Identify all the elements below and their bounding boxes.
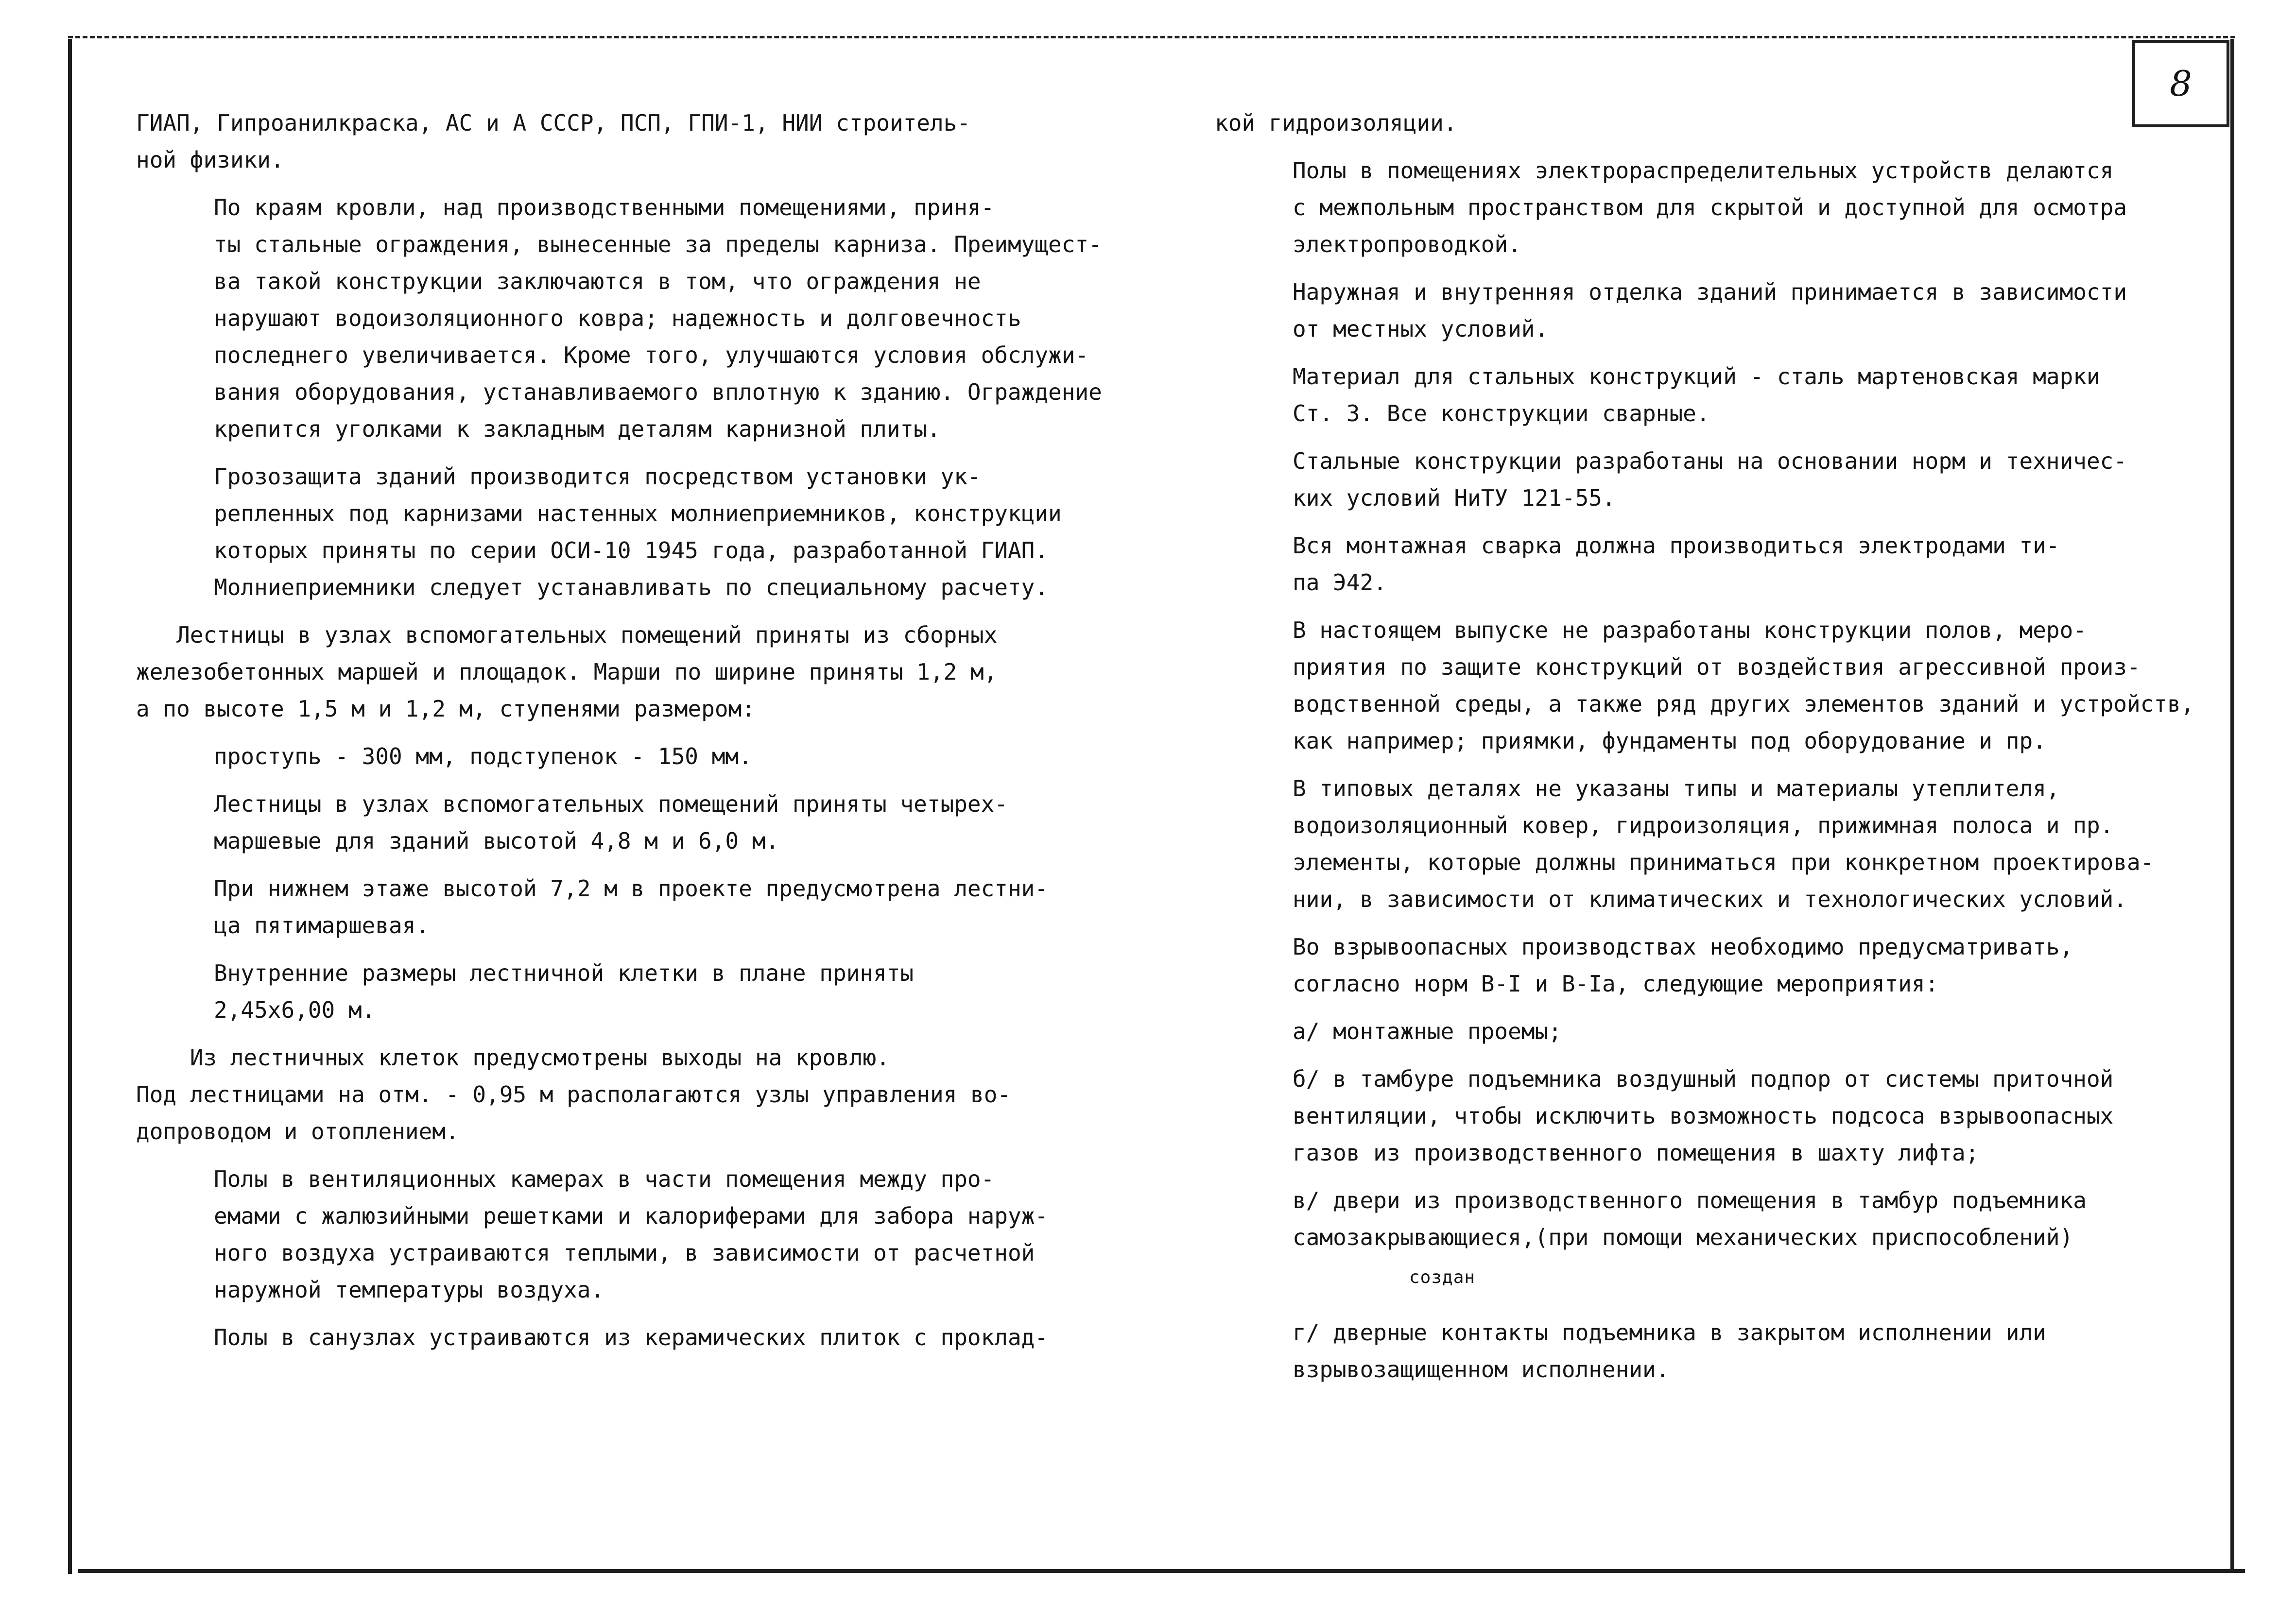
text-line: нарушают водоизоляционного ковра; надежность и долговечность bbox=[214, 305, 1021, 331]
text-line: в/ двери из производственного помещения в тамбур подъемника bbox=[1293, 1187, 2087, 1214]
text-line: элементы, которые должны приниматься при конкретном проектирова- bbox=[1293, 849, 2154, 875]
paragraph bbox=[1215, 527, 2230, 601]
paragraph bbox=[1215, 1060, 2230, 1171]
text-line: кой гидроизоляции. bbox=[1215, 110, 1457, 136]
text-line: ной физики. bbox=[136, 147, 284, 173]
paragraph bbox=[1215, 1013, 2230, 1050]
text-line: от местных условий. bbox=[1293, 316, 1549, 342]
text-line: Во взрывоопасных производствах необходимо предусматривать, bbox=[1293, 934, 2073, 960]
frame-top-border bbox=[68, 36, 2235, 38]
paragraph bbox=[136, 458, 1157, 606]
text-line: взрывозащищенном исполнении. bbox=[1293, 1356, 1670, 1383]
paragraph bbox=[136, 738, 1157, 775]
text-line: Ст. 3. Все конструкции сварные. bbox=[1293, 400, 1710, 427]
text-line: ких условий НиТУ 121-55. bbox=[1293, 485, 1616, 511]
paragraph bbox=[136, 1039, 1157, 1150]
text-line: Полы в санузлах устраиваются из керамических плиток с проклад- bbox=[214, 1324, 1049, 1351]
paragraph bbox=[136, 1319, 1157, 1356]
paragraph bbox=[1215, 358, 2230, 432]
text-line: которых приняты по серии ОСИ-10 1945 года, разработанной ГИАП. bbox=[214, 537, 1049, 564]
text-line: Из лестничных клеток предусмотрены выходы на кровлю. bbox=[136, 1044, 890, 1071]
text-line: Молниеприемники следует устанавливать по специальному расчету. bbox=[214, 574, 1049, 600]
text-line: ца пятимаршевая. bbox=[214, 912, 430, 939]
text-line: По краям кровли, над производственными помещениями, приня- bbox=[214, 194, 995, 221]
text-line: В типовых деталях не указаны типы и материалы утеплителя, bbox=[1293, 775, 2060, 802]
text-line: Грозозащита зданий производится посредством установки ук- bbox=[214, 463, 981, 490]
text-line: с межпольным пространством для скрытой и доступной для осмотра bbox=[1293, 194, 2127, 221]
paragraph bbox=[1215, 1314, 2230, 1388]
text-line: Стальные конструкции разработаны на основании норм и техничес- bbox=[1293, 448, 2127, 474]
handwritten-correction: создан bbox=[1409, 1267, 1476, 1287]
paragraph bbox=[1215, 104, 2230, 141]
text-line: наружной температуры воздуха. bbox=[214, 1277, 604, 1303]
paragraph bbox=[136, 1161, 1157, 1308]
text-line: 2,45х6,00 м. bbox=[214, 997, 376, 1023]
text-line: В настоящем выпуске не разработаны конструкции полов, меро- bbox=[1293, 617, 2087, 643]
text-line: самозакрывающиеся,(при помощи механических приспособлений) bbox=[1293, 1224, 2073, 1250]
text-line: Полы в вентиляционных камерах в части помещения между про- bbox=[214, 1166, 995, 1192]
text-line: нии, в зависимости от климатических и технологических условий. bbox=[1293, 886, 2127, 912]
paragraph bbox=[136, 189, 1157, 447]
text-line: Под лестницами на отм. - 0,95 м располагаются узлы управления во- bbox=[136, 1081, 1011, 1108]
text-line: Внутренние размеры лестничной клетки в плане приняты bbox=[214, 960, 914, 986]
text-line: ного воздуха устраиваются теплыми, в зависимости от расчетной bbox=[214, 1240, 1035, 1266]
text-line: водоизоляционный ковер, гидроизоляция, прижимная полоса и пр. bbox=[1293, 812, 2114, 838]
paragraph bbox=[1215, 1266, 2230, 1303]
text-line: электропроводкой. bbox=[1293, 231, 1521, 257]
text-line: ва такой конструкции заключаются в том, что ограждения не bbox=[214, 268, 981, 294]
paragraph bbox=[1215, 770, 2230, 918]
text-line: а по высоте 1,5 м и 1,2 м, ступенями размером: bbox=[136, 696, 755, 722]
paragraph bbox=[1215, 1182, 2230, 1256]
text-line: г/ дверные контакты подъемника в закрытом исполнении или bbox=[1293, 1319, 2046, 1346]
text-line: железобетонных маршей и площадок. Марши по ширине приняты 1,2 м, bbox=[136, 659, 998, 685]
text-line: а/ монтажные проемы; bbox=[1293, 1018, 1562, 1044]
page-number: 8 bbox=[2170, 63, 2192, 104]
paragraph bbox=[136, 616, 1157, 727]
text-line: последнего увеличивается. Кроме того, улучшаются условия обслужи- bbox=[214, 342, 1089, 368]
left-text-column bbox=[136, 104, 1157, 1367]
text-line: При нижнем этаже высотой 7,2 м в проекте предусмотрена лестни- bbox=[214, 875, 1049, 902]
paragraph bbox=[1215, 152, 2230, 263]
text-line: Полы в помещениях электрораспределительных устройств делаются bbox=[1293, 157, 2114, 184]
text-line: б/ в тамбуре подъемника воздушный подпор от системы приточной bbox=[1293, 1066, 2114, 1092]
text-line: приятия по защите конструкций от воздействия агрессивной произ- bbox=[1293, 654, 2141, 680]
frame-right-border bbox=[2230, 39, 2234, 1573]
paragraph bbox=[1215, 612, 2230, 759]
text-line: па Э42. bbox=[1293, 569, 1387, 596]
paragraph bbox=[136, 786, 1157, 859]
text-line: вания оборудования, устанавливаемого вплотную к зданию. Ограждение bbox=[214, 379, 1102, 405]
paragraph bbox=[1215, 274, 2230, 347]
paragraph bbox=[136, 870, 1157, 944]
frame-bottom-border bbox=[78, 1569, 2245, 1573]
text-line: допроводом и отоплением. bbox=[136, 1118, 459, 1145]
text-line: газов из производственного помещения в шахту лифта; bbox=[1293, 1140, 1979, 1166]
paragraph bbox=[136, 104, 1157, 178]
text-line: водственной среды, а также ряд других элементов зданий и устройств, bbox=[1293, 691, 2194, 717]
text-line: емами с жалюзийными решетками и калориферами для забора наруж- bbox=[214, 1203, 1049, 1229]
text-line: Лестницы в узлах вспомогательных помещений приняты из сборных bbox=[136, 622, 998, 648]
paragraph bbox=[1215, 928, 2230, 1002]
paragraph bbox=[1215, 443, 2230, 516]
text-line: как например; приямки, фундаменты под оборудование и пр. bbox=[1293, 728, 2046, 754]
text-line: ГИАП, Гипроанилкраска, АС и А СССР, ПСП, ГПИ-1, НИИ строитель- bbox=[136, 110, 971, 136]
text-line: ты стальные ограждения, вынесенные за пределы карниза. Преимущест- bbox=[214, 231, 1102, 257]
text-line: репленных под карнизами настенных молниеприемников, конструкции bbox=[214, 500, 1062, 527]
text-line: Материал для стальных конструкций - сталь мартеновская марки bbox=[1293, 363, 2100, 390]
text-line: крепится уголками к закладным деталям карнизной плиты. bbox=[214, 416, 941, 442]
text-line: Лестницы в узлах вспомогательных помещений приняты четырех- bbox=[214, 791, 1008, 817]
text-line: маршевые для зданий высотой 4,8 м и 6,0 м. bbox=[214, 828, 779, 854]
text-line: Вся монтажная сварка должна производиться электродами ти- bbox=[1293, 532, 2060, 559]
text-line: согласно норм В-I и В-Iа, следующие мероприятия: bbox=[1293, 971, 1939, 997]
paragraph bbox=[136, 955, 1157, 1028]
text-line: вентиляции, чтобы исключить возможность подсоса взрывоопасных bbox=[1293, 1103, 2114, 1129]
text-line: Наружная и внутренняя отделка зданий принимается в зависимости bbox=[1293, 279, 2127, 305]
right-text-column bbox=[1215, 104, 2230, 1399]
text-line: проступь - 300 мм, подступенок - 150 мм. bbox=[214, 743, 752, 769]
frame-left-border bbox=[68, 39, 72, 1574]
